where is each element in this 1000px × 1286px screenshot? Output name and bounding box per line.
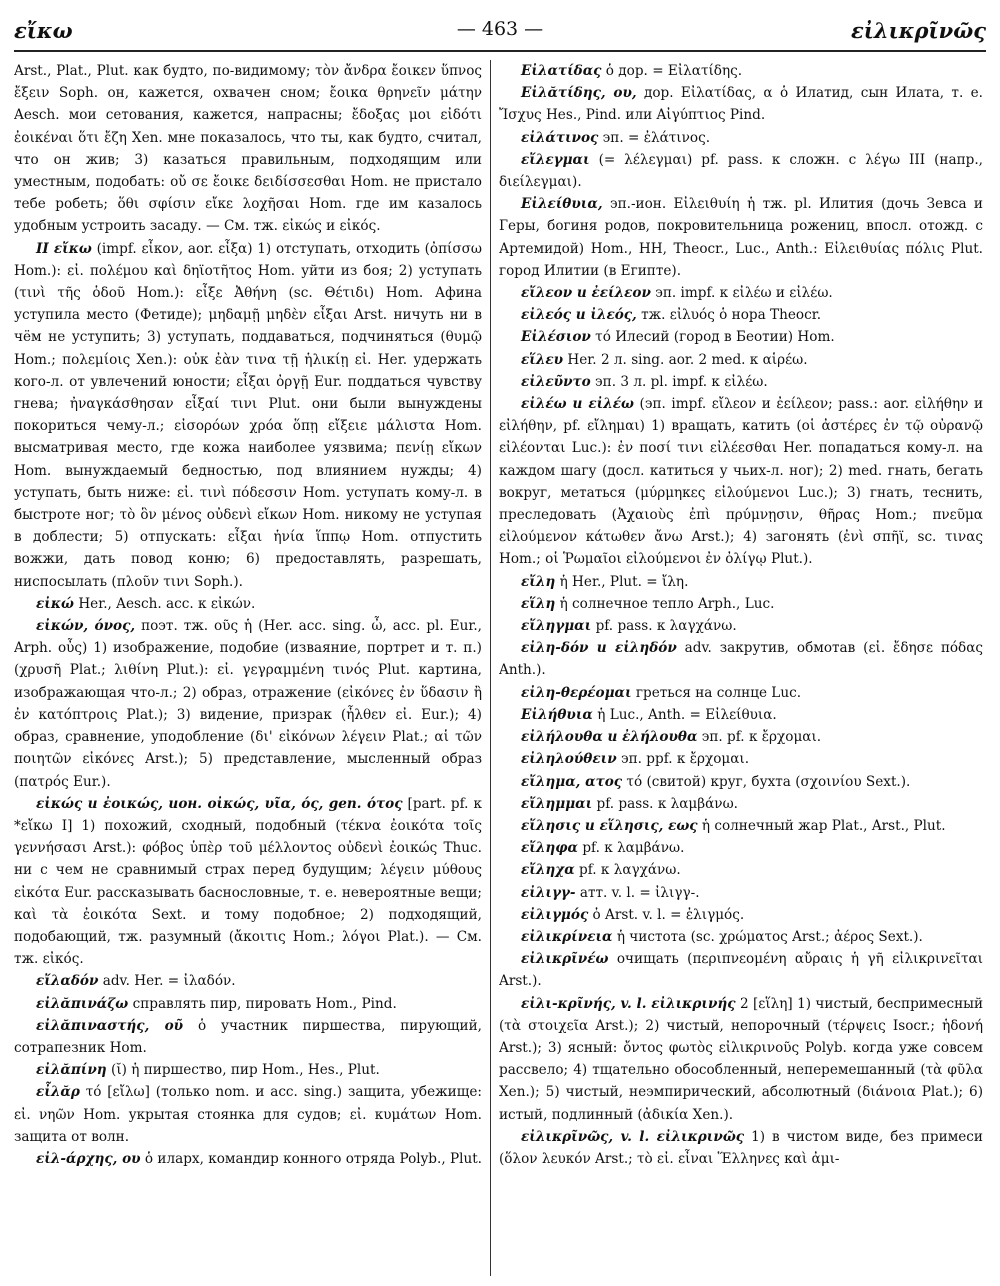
entry-definition: τό [εἴλω] (только nom. и acc. sing.) защита, убежище: εἰ. νηῶν Hom. укрытая стоянка для судов; εἰ. κυμάτων Hom. защита от волн.	[14, 1084, 482, 1145]
entry-definition: pf. pass. к λαμβάνω.	[596, 795, 738, 812]
entry-headword: Εἰλᾰτίδης, ου,	[521, 85, 637, 102]
entry-definition: (impf. εἶκον, aor. εἶξα) 1) отступать, отходить (ὀπίσσω Hom.): εἰ. πολέμου καὶ δηϊοτῆτος Hom. уйти из боя; 2) уступать (τινὶ τῆς ὁδοῦ Hom.): εἶξε Ἀθήνη (sc. Θέτιδι) Hom. Афина уступила место (Фетиде); μηδαμῇ μηδὲν εἶξαι Arst. ничуть ни в чём не уступить; 3) уступать, поддаваться, подчиняться (θυμῷ Hom.; πολεμίοις Xen.): οὐκ ἐὰν τινα τῇ ἡλικίῃ εἰ. Her. удержать кого-л. от увлечений юности; εἶξαι ὀργῇ Eur. поддаться чувству гнева; ἠναγκάσθησαν εἶξαί τινι Plut. они были вынуждены покориться чему-л.; εἰσορόων χρόα ὅπῃ εἴξειε μάλιστα Hom. высматривая место, где кожа наиболее уязвима; πενίῃ εἴκων Hom. вынуждаемый бедностью, под влиянием нужды; 4) уступать, быть ниже: εἰ. τινὶ πόδεσσιν Hom. уступать кому-л. в быстроте ног; τὸ ὃν μένος οὐδενὶ εἴκων Hom. никому не уступая в доблести; 5) отпускать: εἶξαι ἡνία ἵππῳ Hom. отпустить вожжи, дать повод коню; 6) предоставлять, разрешать, ниспосылать (πλοῦν τινι Soph.).	[14, 240, 482, 590]
entry-headword: Εἰλείθυια,	[521, 196, 603, 213]
dictionary-entry	[14, 793, 482, 971]
entry-headword: εἴληγμαι	[521, 618, 592, 635]
dictionary-entry	[499, 837, 983, 859]
entry-headword: εἰλιγγ-	[521, 884, 576, 901]
dictionary-entry	[499, 149, 983, 193]
dictionary-entry	[14, 1059, 482, 1081]
entry-headword: εἰλᾰπίνη	[36, 1062, 107, 1079]
entry-headword: εἰλᾰπιναστής, οῦ	[36, 1017, 184, 1034]
entry-definition: (ῐ) ἡ пиршество, пир Hom., Hes., Plut.	[111, 1062, 380, 1079]
entry-definition: (эп. impf. εἴλεον и ἐείλεον; pass.: aor. εἰλήθην и εἰλήθην, pf. εἴλημαι) 1) вращать, катить (οἱ ἀστέρες ἐν τῷ οὐρανῷ εἰλέονται Luc.): ἐν ποσί τινι εἰλέεσθαι Her. попадаться кому-л. на каждом шагу (досл. катиться у чьих-л. ног); 2) med. гнать, бегать вокруг, метаться (μύρμηκες εἰλούμενοι Luc.); 3) гнать, теснить, преследовать (Ἀχαιοὺς ἐπὶ πρύμνῃσιν, θῆρας Hom.; πνεῦμα εἰλούμενον κάτωθεν ἄνω Arst.); 4) загонять (ἐνὶ σπῆϊ, sc. τινας Hom.; οἱ Ῥωμαῖοι εἰλούμενοι ἐν ὀλίγῳ Plut.).	[499, 396, 983, 568]
entry-definition: ὁ дор. = Εἰλατίδης.	[605, 63, 743, 79]
entry-definition: тж. εἰλυός ὁ нора Theocr.	[641, 307, 822, 324]
entry-definition: греться на солнце Luc.	[635, 684, 802, 701]
dictionary-entry	[499, 726, 983, 748]
entry-headword: εἶλᾰρ	[36, 1084, 80, 1101]
entry-headword: εἰλεός и ἰλεός,	[521, 307, 637, 324]
entry-definition: pf. к λαγχάνω.	[579, 862, 681, 879]
entry-headword: εἴλη	[521, 573, 556, 590]
entry-definition: Arst., Plat., Plut. как будто, по-видимому; τὸν ἄνδρα ἔοικεν ὕπνος ἔξειν Soph. он, кажется, охвачен сном; ἔοικα θρηνεῖν μάτην Aesch. мои сетования, кажется, напрасны; ἔδοξας μοι εἰδότι ἐοικέναι ὅτι ἔζη Xen. мне показалось, что ты, как будто, считал, что он жив; 3) казаться правильным, подходящим или уместным, подобать: οὔ σε ἔοικε δειδίσσεσθαι Hom. не пристало тебе робеть; ὅθι σφίσιν εἴκε λοχῆσαι Hom. где им казалось удобным устроить засаду. — См. тж. εἰκώς и εἰκός.	[14, 63, 482, 235]
dictionary-entry	[499, 193, 983, 282]
entry-definition: ὁ иларх, командир конного отряда Polyb., Plut.	[144, 1150, 482, 1167]
entry-definition: поэт. тж. οῦς ἡ (Her. acc. sing. ὦ, acc. pl. Eur., Arph. οὖς) 1) изображение, подобие (изваяние, портрет и т. п.) (χρυσῆ Plat.; λιθίνη Plut.): εἰ. γεγραμμένη τινός Plut. картина, изображающая что-л.; 2) образ, отражение (εἰκόνες ἐν ὕδασιν ἢ ἐν κατόπτροις Plat.); 3) видение, призрак (ἦλθεν εἰ. Eur.); 4) образ, сравнение, уподобление (δι' εἰκόνων λέγειν Plat.; αἱ τῶν ποιητῶν εἰκόνες Arst.); 5) представление, мысленный образ (πατρός Eur.).	[14, 618, 482, 790]
dictionary-entry	[499, 615, 983, 637]
entry-definition: ἡ Luc., Anth. = Εἰλείθυια.	[597, 706, 777, 723]
entry-definition: эп. 3 л. pl. impf. к εἰλέω.	[595, 373, 768, 390]
column-divider	[490, 60, 491, 1276]
dictionary-entry	[499, 948, 983, 992]
dictionary-entry	[14, 238, 482, 593]
entry-definition: [part. pf. к *εἴκω I] 1) похожий, сходный, подобный (τέκνα ἐοικότα τοῖς γεννήσασι Arst.): φόβος ὑπὲρ τοῦ μέλλοντος οὐδενὶ ἐοικώς Thuc. ни с чем не сравнимый страх перед будущим; λέγειν μύθους εἰκότα Eur. рассказывать баснословные, т. е. невероятные вещи; καὶ τὰ ἐοικότα Sext. и тому подобное; 2) подходящий, подобающий, тж. разумный (ἄκοιτις Hom.; λόγοι Plat.). — См. тж. εἰκός.	[14, 795, 482, 968]
entry-headword: εἰλ-άρχης, ου	[36, 1150, 141, 1167]
dictionary-entry	[499, 349, 983, 371]
dictionary-entry	[499, 904, 983, 926]
entry-headword: εἰληλούθειν	[521, 751, 617, 768]
entry-headword: εἰλη-θερέομαι	[521, 684, 632, 701]
entry-headword: εἰλικρίνεια	[521, 928, 613, 945]
header-left-guideword: εἴκω	[14, 18, 73, 43]
entry-headword: εἴληφα	[521, 840, 579, 857]
entry-definition: ὁ Arst. v. l. = ἑλιγμός.	[592, 906, 745, 923]
entry-headword: εἰκώς и ἐοικώς, ион. οἰκώς, υῖα, ός, gen. ότος	[36, 795, 403, 812]
dictionary-entry	[499, 704, 983, 726]
entry-headword: εἴληχα	[521, 862, 575, 879]
left-column	[14, 60, 482, 1280]
entry-definition: эп. ppf. к ἔρχομαι.	[620, 751, 750, 768]
entry-headword: εἰλεῦντο	[521, 373, 591, 390]
entry-headword: εἰλη-δόν и εἰληδόν	[521, 640, 677, 657]
dictionary-entry	[14, 1015, 482, 1059]
entry-definition: adv. Her. = ἰλαδόν.	[102, 973, 236, 990]
entry-definition: эп. impf. к εἰλέω и εἰλέω.	[655, 285, 833, 302]
entry-headword: εἰλι-κρῖνής, v. l. εἰλικρινής	[521, 995, 736, 1012]
entry-definition: эп.-ион. Εἰλειθυίη ἡ тж. pl. Илития (дочь Зевса и Геры, богиня родов, покровительница рожениц, впосл. отожд. с Артемидой) Hom., HH, Theocr., Luc., Anth.: Εἰλειθυίας πόλις Plut. город Илитии (в Египте).	[499, 196, 983, 279]
dictionary-entry	[499, 682, 983, 704]
entry-headword: εἰλέω и εἰλέω	[521, 396, 634, 413]
page-header	[14, 10, 986, 52]
entry-headword: εἴλαδόν	[36, 973, 99, 990]
dictionary-entry	[499, 304, 983, 326]
dictionary-entry	[499, 882, 983, 904]
dictionary-entry	[499, 637, 983, 681]
entry-definition: pf. pass. к λαγχάνω.	[595, 618, 737, 635]
entry-headword: εἴλεγμαι	[521, 151, 590, 168]
entry-headword: εἴλημμαι	[521, 795, 593, 812]
entry-definition: очищать (περιπνεομένη αὔραις ἡ γῆ εἰλικρινεῖται Arst.).	[499, 951, 983, 990]
header-right-guideword: εἰλικρῖνῶς	[850, 18, 986, 43]
dictionary-entry	[14, 60, 482, 238]
page-number: — 463 —	[456, 18, 544, 40]
dictionary-entry	[499, 1126, 983, 1170]
entry-definition: 1) в чистом виде, без примеси (ὅλον λευκόν Arst.; τὸ εἰ. εἶναι Ἕλληνες καὶ ἀμι-	[499, 1128, 983, 1167]
entry-headword: εἴλεον и ἐείλεον	[521, 285, 651, 302]
entry-definition: атт. v. l. = ἰλιγγ-.	[579, 884, 700, 901]
dictionary-entry	[14, 970, 482, 992]
dictionary-entry	[499, 815, 983, 837]
entry-headword: εἵλη	[521, 595, 556, 612]
entry-definition: adv. закрутив, обмотав (εἰ. ἔδησε πόδας Anth.).	[499, 640, 983, 679]
entry-definition: эп. pf. к ἔρχομαι.	[701, 729, 822, 746]
entry-headword: εἰλάτινος	[521, 129, 599, 146]
dictionary-entry	[499, 793, 983, 815]
entry-definition: ἡ солнечный жар Plat., Arst., Plut.	[701, 817, 946, 834]
dictionary-entry	[14, 1148, 482, 1170]
entry-definition: τό Илесий (город в Беотии) Hom.	[595, 329, 835, 346]
entry-definition: эп. = ἐλάτινος.	[602, 129, 711, 146]
entry-headword: Εἰλήθυια	[521, 706, 593, 723]
dictionary-entry	[499, 859, 983, 881]
dictionary-entry	[499, 127, 983, 149]
entry-headword: εἰλικρῖνέω	[521, 951, 609, 968]
dictionary-entry	[14, 993, 482, 1015]
dictionary-entry	[499, 371, 983, 393]
dictionary-entry	[499, 82, 983, 126]
entry-headword: εἰλιγμός	[521, 906, 589, 923]
right-column	[499, 60, 983, 1280]
entry-headword: εἰλήλουθα и ἐλήλουθα	[521, 729, 698, 746]
dictionary-entry	[14, 615, 482, 793]
entry-headword: εἰκώ	[36, 595, 74, 612]
dictionary-entry	[14, 593, 482, 615]
dictionary-entry	[499, 393, 983, 571]
entry-headword: εἵλευ	[521, 351, 564, 368]
entry-definition: ἡ чистота (sc. χρώματος Arst.; ἀέρος Sext.).	[616, 928, 923, 945]
entry-definition: справлять пир, пировать Hom., Pind.	[132, 995, 397, 1012]
entry-definition: pf. к λαμβάνω.	[582, 840, 685, 857]
dictionary-entry	[499, 326, 983, 348]
entry-headword: εἰκών, όνος,	[36, 618, 136, 635]
dictionary-entry	[499, 748, 983, 770]
entry-definition: (= λέλεγμαι) pf. pass. к сложн. с λέγω III (напр., διείλεγμαι).	[499, 151, 983, 191]
dictionary-entry	[499, 593, 983, 615]
dictionary-entry	[499, 993, 983, 1126]
entry-headword: Εἰλατίδας	[521, 63, 602, 79]
entry-headword: εἰλᾰπινάζω	[36, 995, 129, 1012]
dictionary-entry	[499, 60, 983, 82]
entry-definition: ἡ солнечное тепло Arph., Luc.	[559, 595, 775, 612]
dictionary-entry	[499, 926, 983, 948]
dictionary-entry	[14, 1081, 482, 1148]
dictionary-entry	[499, 571, 983, 593]
entry-definition: Her., Aesch. acc. к εἰκών.	[78, 595, 256, 612]
entry-headword: Εἰλέσιον	[521, 329, 591, 346]
entry-definition: τό (свитой) круг, бухта (σχοινίου Sext.).	[626, 773, 911, 790]
entry-headword: εἴλημα, ατος	[521, 773, 623, 790]
entry-headword: II εἴκω	[36, 240, 92, 257]
entry-headword: εἰλικρῖνῶς, v. l. εἰλικρινῶς	[521, 1128, 745, 1145]
entry-definition: 2 [εἵλη] 1) чистый, беспримесный (τὰ στοιχεῖα Arst.); 2) чистый, непорочный (τέρψεις Isocr.; ἡδονή Arst.); 3) ясный: ὄντος φωτὸς εἰλικρινοῦς Polyb. когда уже совсем рассвело; 4) тщательно обособленный, неперемешанный (τὰ φῦλα Xen.); 5) чистый, неэмпирический, абсолютный (διάνοια Plat.); 6) истый, подлинный (ἀδικία Xen.).	[499, 995, 983, 1123]
dictionary-entry	[499, 771, 983, 793]
entry-definition: ὁ участник пиршества, пирующий, сотрапезник Hom.	[14, 1017, 482, 1056]
entry-definition: ἡ Her., Plut. = ἴλη.	[559, 573, 689, 590]
dictionary-entry	[499, 282, 983, 304]
entry-headword: εἴλησις и εἵλησις, εως	[521, 817, 698, 834]
entry-definition: дор. Εἰλατίδας, α ὁ Илатид, сын Илата, т. е. Ἴσχυς Hes., Pind. или Αἰγύπτιος Pind.	[499, 85, 983, 124]
entry-definition: Her. 2 л. sing. aor. 2 med. к αἱρέω.	[567, 351, 808, 368]
